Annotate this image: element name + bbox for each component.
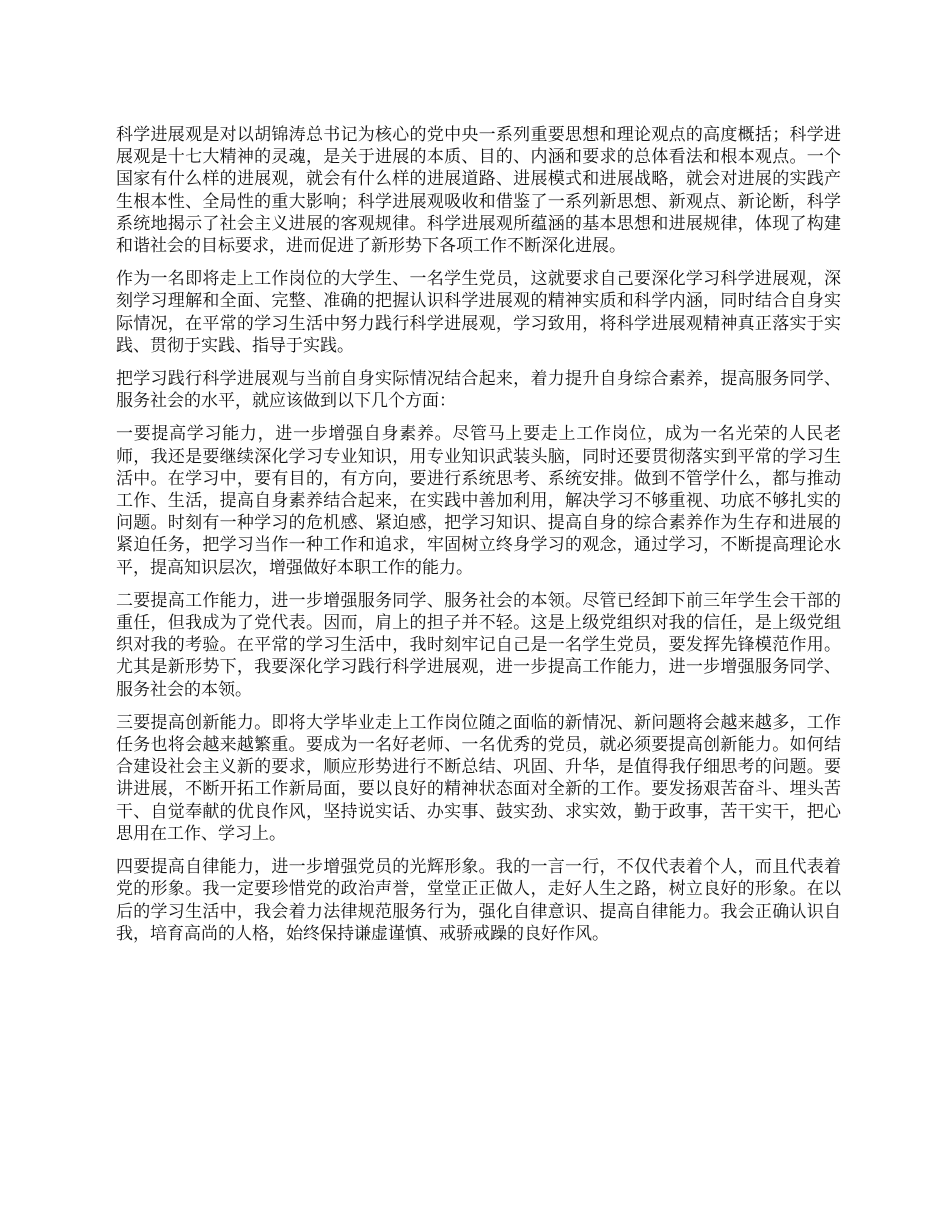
paragraph-3: 把学习践行科学进展观与当前自身实际情况结合起来，着力提升自身综合素养，提高服务同学、服务社会的水平，就应该做到以下几个方面： xyxy=(116,369,841,412)
paragraph-4: 一要提高学习能力，进一步增强自身素养。尽管马上要走上工作岗位，成为一名光荣的人民老师，我还是要继续深化学习专业知识，用专业知识武装头脑，同时还要贯彻落实到平常的学习生活中。在学习中，要有目的，有方向，要进行系统思考、系统安排。做到不管学什么，都与推动工作、生活，提高自身素养结合起来，在实践中善加利用，解决学习不够重视、功底不够扎实的问题。时刻有一种学习的危机感、紧迫感，把学习知识、提高自身的综合素养作为生存和进展的紧迫任务，把学习当作一种工作和追求，牢固树立终身学习的观念，通过学习，不断提高理论水平，提高知识层次，增强做好本职工作的能力。 xyxy=(116,424,841,578)
document-body xyxy=(116,124,841,956)
paragraph-7: 四要提高自律能力，进一步增强党员的光辉形象。我的一言一行，不仅代表着个人，而且代表着党的形象。我一定要珍惜党的政治声誉，堂堂正正做人，走好人生之路，树立良好的形象。在以后的学习生活中，我会着力法律规范服务行为，强化自律意识、提高自律能力。我会正确认识自我，培育高尚的人格，始终保持谦虚谨慎、戒骄戒躁的良好作风。 xyxy=(116,857,841,944)
paragraph-2: 作为一名即将走上工作岗位的大学生、一名学生党员，这就要求自己要深化学习科学进展观，深刻学习理解和全面、完整、准确的把握认识科学进展观的精神实质和科学内涵，同时结合自身实际情况，在平常的学习生活中努力践行科学进展观，学习致用，将科学进展观精神真正落实于实践、贯彻于实践、指导于实践。 xyxy=(116,269,841,356)
paragraph-5: 二要提高工作能力，进一步增强服务同学、服务社会的本领。尽管已经卸下前三年学生会干部的重任，但我成为了党代表。因而，肩上的担子并不轻。这是上级党组织对我的信任，是上级党组织对我的考验。在平常的学习生活中，我时刻牢记自己是一名学生党员，要发挥先锋模范作用。尤其是新形势下，我要深化学习践行科学进展观，进一步提高工作能力，进一步增强服务同学、服务社会的本领。 xyxy=(116,590,841,700)
paragraph-1: 科学进展观是对以胡锦涛总书记为核心的党中央一系列重要思想和理论观点的高度概括；科学进展观是十七大精神的灵魂，是关于进展的本质、目的、内涵和要求的总体看法和根本观点。一个国家有什么样的进展观，就会有什么样的进展道路、进展模式和进展战略，就会对进展的实践产生根本性、全局性的重大影响；科学进展观吸收和借鉴了一系列新思想、新观点、新论断，科学系统地揭示了社会主义进展的客观规律。科学进展观所蕴涵的基本思想和进展规律，体现了构建和谐社会的目标要求，进而促进了新形势下各项工作不断深化进展。 xyxy=(116,125,841,257)
paragraph-6: 三要提高创新能力。即将大学毕业走上工作岗位随之面临的新情况、新问题将会越来越多，工作任务也将会越来越繁重。要成为一名好老师、一名优秀的党员，就必须要提高创新能力。如何结合建设社会主义新的要求，顺应形势进行不断总结、巩固、升华，是值得我仔细思考的问题。要讲进展，不断开拓工作新局面，要以良好的精神状态面对全新的工作。要发扬艰苦奋斗、埋头苦干、自觉奉献的优良作风，坚持说实话、办实事、鼓实劲、求实效，勤于政事，苦干实干，把心思用在工作、学习上。 xyxy=(116,712,841,844)
